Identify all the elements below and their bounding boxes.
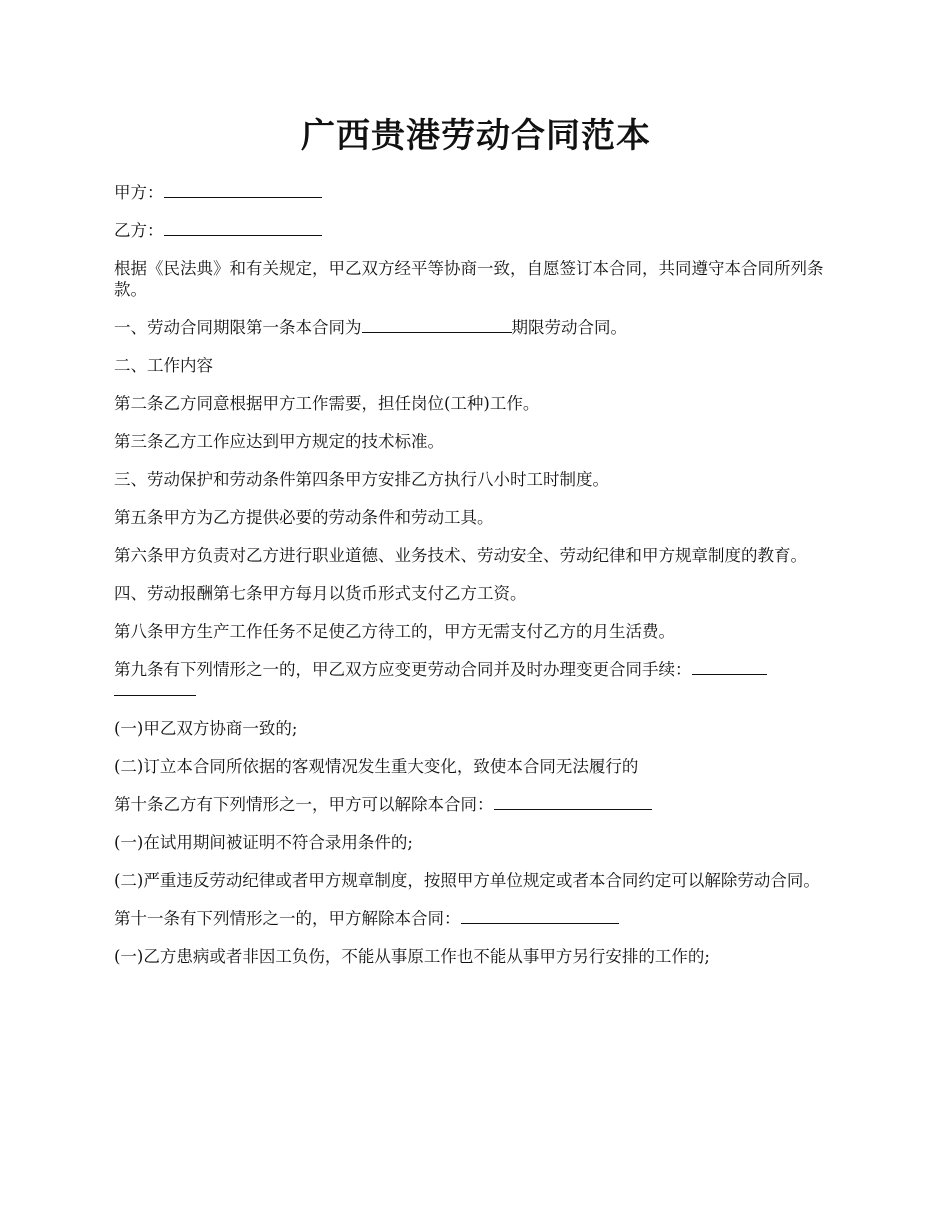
article-8: 第八条甲方生产工作任务不足使乙方待工的，甲方无需支付乙方的月生活费。 — [114, 622, 675, 641]
article-9-text: 第九条有下列情形之一的，甲乙双方应变更劳动合同并及时办理变更合同手续： — [114, 660, 692, 679]
article-11-blank — [461, 908, 619, 924]
section-4-article-7: 四、劳动报酬第七条甲方每月以货币形式支付乙方工资。 — [114, 584, 527, 603]
article-10-item-1: (一)在试用期间被证明不符合录用条件的; — [114, 833, 413, 852]
article-11-text: 第十一条有下列情形之一的，甲方解除本合同： — [114, 909, 461, 928]
party-a-line — [114, 182, 838, 203]
term-blank — [362, 317, 512, 333]
section-3-article-4: 三、劳动保护和劳动条件第四条甲方安排乙方执行八小时工时制度。 — [114, 470, 609, 489]
article-11-item-1: (一)乙方患病或者非因工负伤，不能从事原工作也不能从事甲方另行安排的工作的; — [114, 947, 710, 966]
term-suffix: 期限劳动合同。 — [511, 318, 627, 337]
article-6: 第六条甲方负责对乙方进行职业道德、业务技术、劳动安全、劳动纪律和甲方规章制度的教育。 — [114, 546, 807, 565]
article-10-text: 第十条乙方有下列情形之一，甲方可以解除本合同： — [114, 795, 494, 814]
party-b-label: 乙方： — [114, 221, 164, 240]
party-b-blank — [164, 220, 322, 236]
term-prefix: 一、劳动合同期限第一条本合同为 — [114, 318, 362, 337]
article-5: 第五条甲方为乙方提供必要的劳动条件和劳动工具。 — [114, 508, 494, 527]
article-11 — [114, 908, 838, 929]
article-9-blank-2 — [114, 680, 196, 696]
term-paragraph — [114, 317, 838, 338]
article-10 — [114, 794, 838, 815]
document-title: 广西贵港劳动合同范本 — [301, 116, 651, 156]
party-a-blank — [164, 182, 322, 198]
intro-paragraph: 根据《民法典》和有关规定，甲乙双方经平等协商一致，自愿签订本合同，共同遵守本合同所列条款。 — [114, 259, 824, 299]
party-b-line — [114, 220, 838, 241]
article-2: 第二条乙方同意根据甲方工作需要，担任岗位(工种)工作。 — [114, 394, 540, 413]
article-10-item-2: (二)严重违反劳动纪律或者甲方规章制度，按照甲方单位规定或者本合同约定可以解除劳动合同。 — [114, 871, 820, 890]
article-9 — [114, 659, 838, 701]
section-2-heading: 二、工作内容 — [114, 356, 213, 375]
article-10-blank — [494, 794, 652, 810]
article-3: 第三条乙方工作应达到甲方规定的技术标准。 — [114, 432, 444, 451]
article-9-blank-1 — [692, 659, 767, 675]
article-9-item-2: (二)订立本合同所依据的客观情况发生重大变化，致使本合同无法履行的 — [114, 757, 639, 776]
article-9-item-1: (一)甲乙双方协商一致的; — [114, 719, 298, 738]
document-body — [114, 182, 838, 967]
party-a-label: 甲方： — [114, 183, 164, 202]
